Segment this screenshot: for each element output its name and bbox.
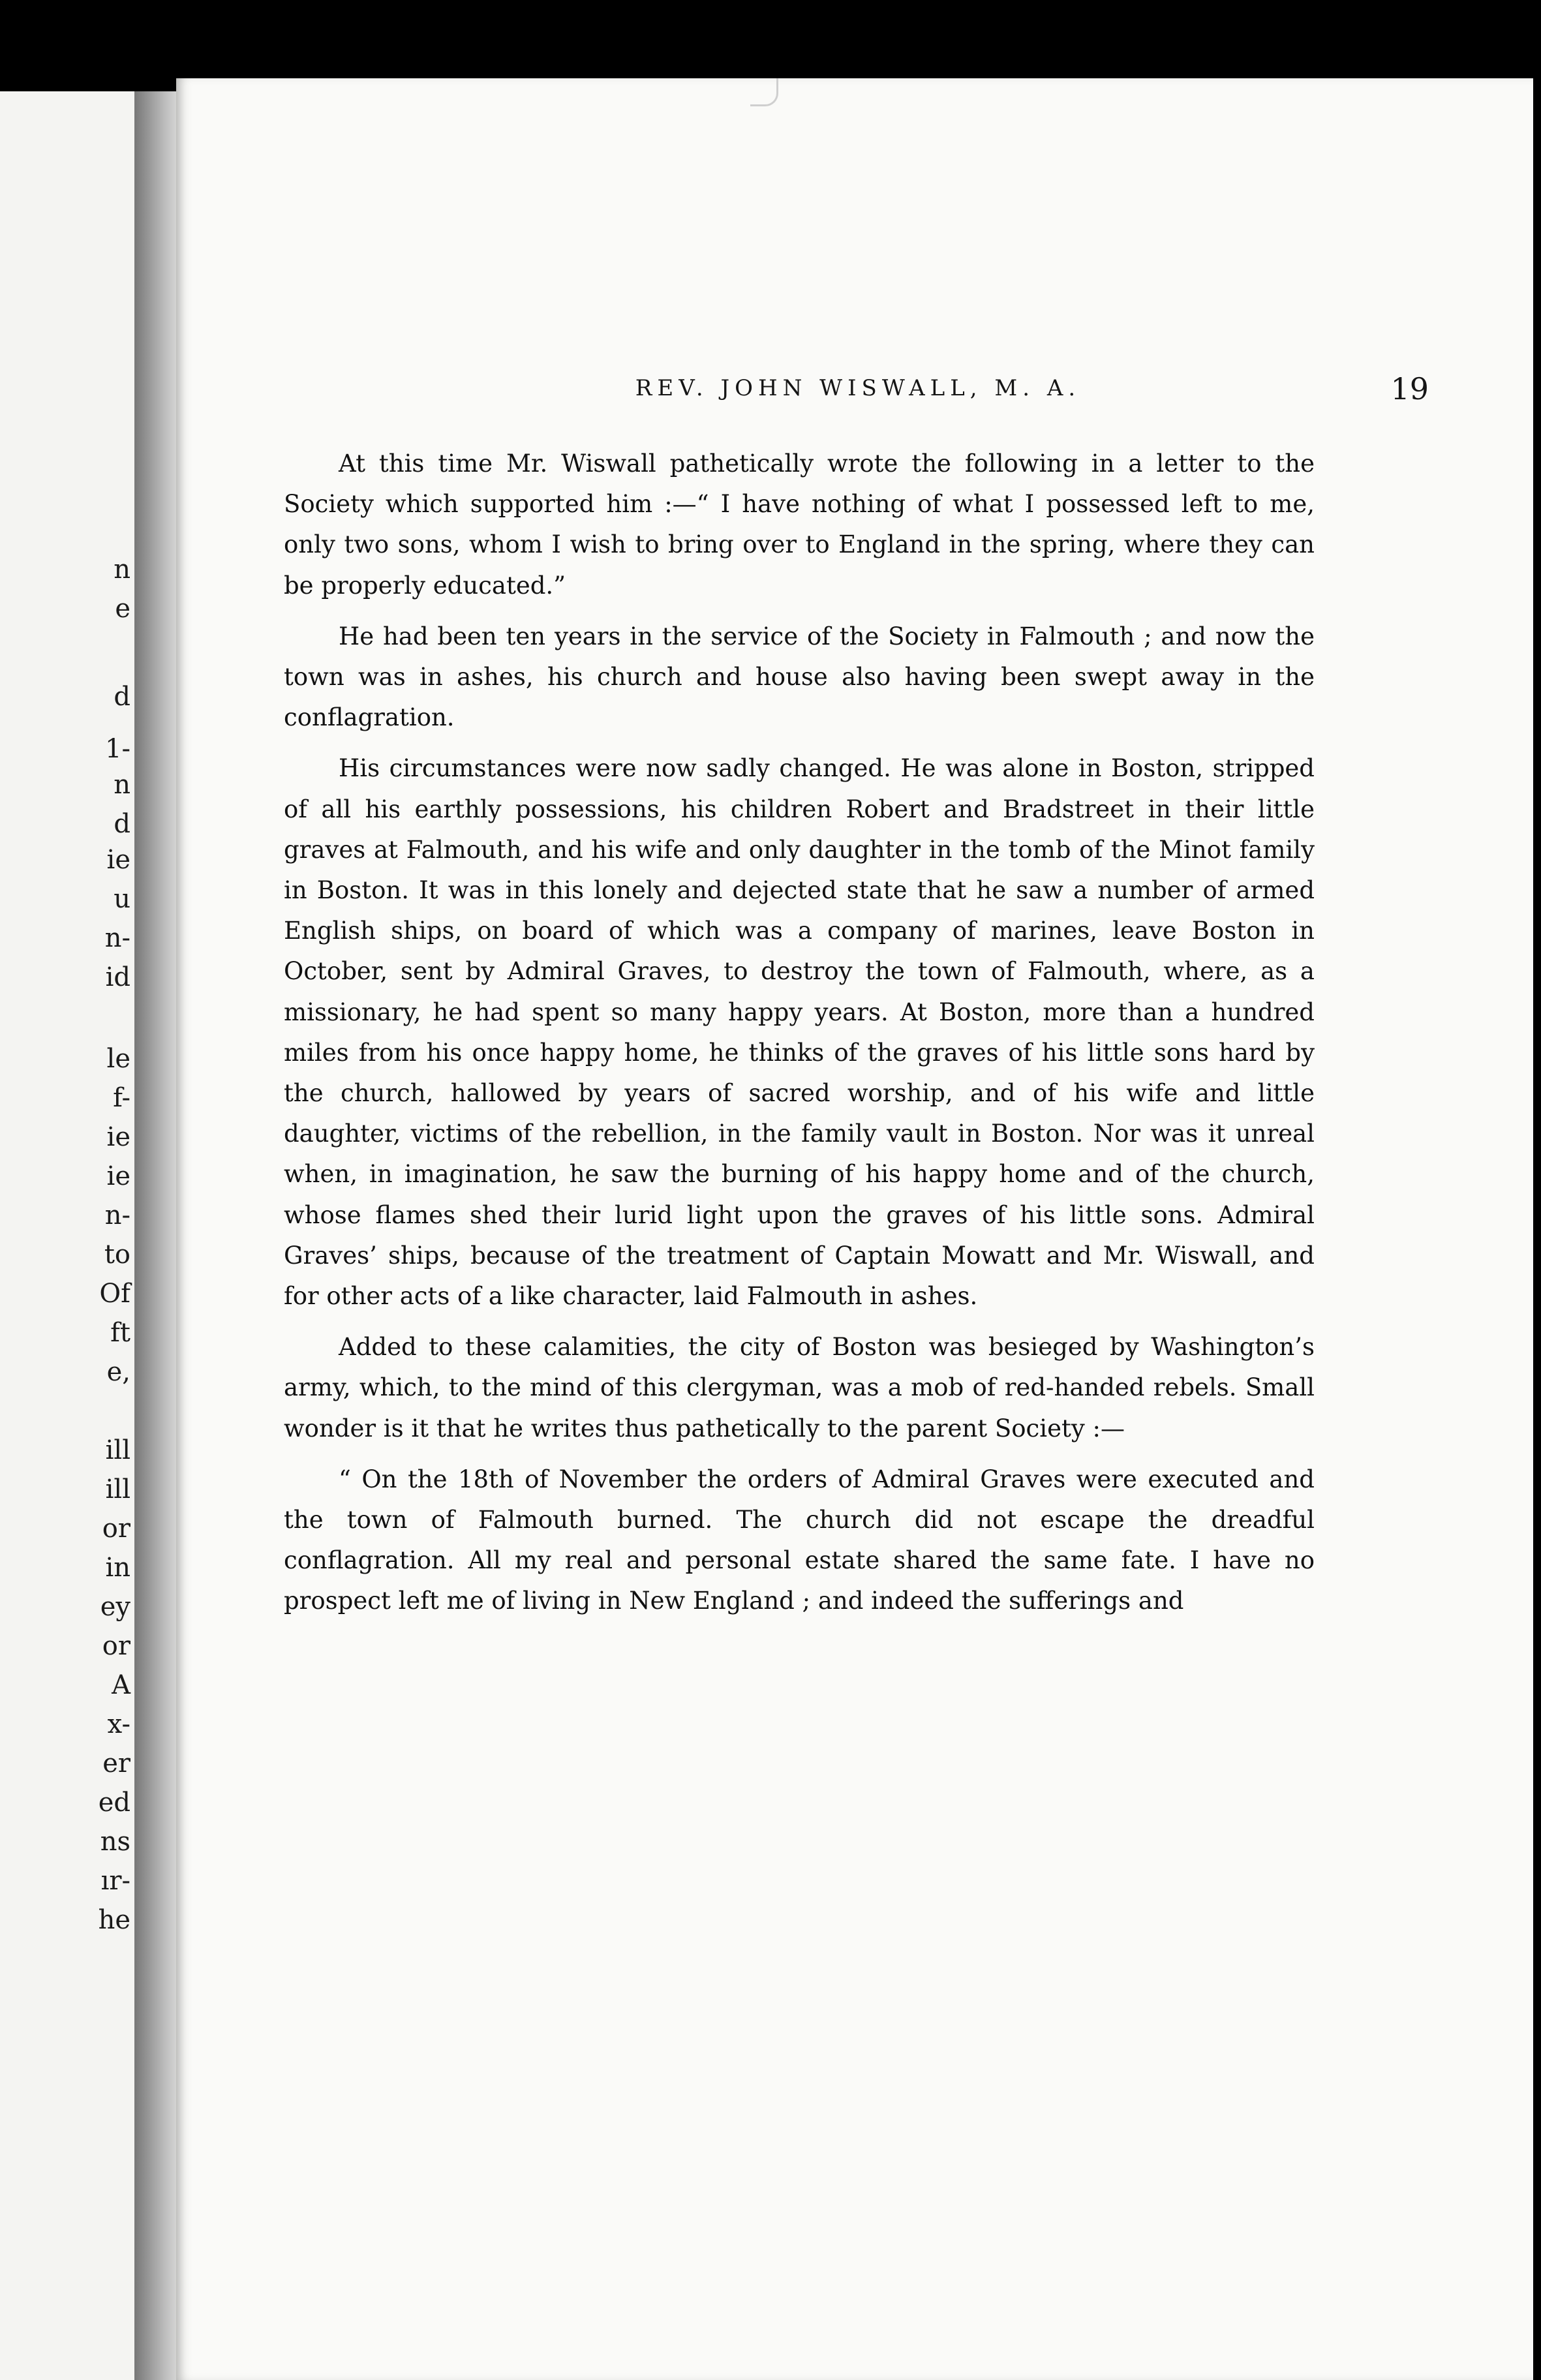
facing-page-fragment: or <box>102 1631 130 1661</box>
facing-page-fragment: n <box>114 770 130 800</box>
facing-page-fragment: le <box>106 1044 130 1074</box>
facing-page-fragment: e, <box>106 1357 130 1387</box>
facing-page-fragment: id <box>105 962 130 992</box>
page-number: 19 <box>1390 371 1429 406</box>
facing-page-fragment: A <box>112 1670 130 1700</box>
facing-page-edge <box>0 91 147 2380</box>
paragraph: Added to these calamities, the city of Boston was besieged by Washington’s army, which, to the mind of this clergyman, was a mob of red-handed rebels. Small wonder is it that he writes thus pathetically to the parent Society :— <box>284 1333 1315 1442</box>
facing-page-fragment: d <box>114 682 130 712</box>
facing-page-fragment: n- <box>104 1200 130 1230</box>
paragraph: “ On the 18th of November the orders of Admiral Graves were executed and the town of Falmouth burned. The church did not escape the dreadful conflagration. All my real and personal estate shared the same fate. I have no prospect left me of living in New England ; and indeed the sufferings and <box>284 1465 1315 1615</box>
facing-page-fragment: ie <box>106 1161 130 1191</box>
paragraph: At this time Mr. Wiswall pathetically wrote the following in a letter to the Society which supported him :—“ I have nothing of what I possessed left to me, only two sons, whom I wish to bring over to England in the spring, where they can be properly educated.” <box>284 450 1315 600</box>
running-head <box>287 371 1429 421</box>
facing-page-fragment: 1- <box>105 734 130 764</box>
facing-page-fragment: to <box>104 1240 130 1270</box>
facing-page-fragment: f- <box>113 1083 130 1113</box>
facing-page-fragment: ed <box>98 1788 130 1818</box>
facing-page-fragment: ns <box>100 1827 130 1857</box>
page-top-mark <box>750 78 778 106</box>
facing-page-fragment: ie <box>106 1122 130 1152</box>
facing-page-fragment: x- <box>107 1709 130 1739</box>
facing-page-fragment: d <box>114 809 130 839</box>
facing-page-fragment: ill <box>105 1435 130 1465</box>
facing-page-fragment: in <box>105 1553 130 1583</box>
facing-page-fragment: ie <box>106 845 130 875</box>
facing-page-fragment: Of <box>99 1279 130 1309</box>
facing-page-fragment: n- <box>104 923 130 953</box>
facing-page-fragment: ır- <box>100 1866 130 1896</box>
facing-page-fragment: n <box>114 555 130 585</box>
facing-page-fragment: or <box>102 1514 130 1544</box>
facing-page-fragment: e <box>115 594 130 624</box>
body-text <box>284 444 1315 1632</box>
facing-page-fragment: ill <box>105 1474 130 1504</box>
paragraph: His circumstances were now sadly changed. He was alone in Boston, stripped of all his earthly possessions, his children Robert and Bradstreet in their little graves at Falmouth, and his wife and only daughter in the tomb of the Minot family in Boston. It was in this lonely and dejected state that he saw a number of armed English ships, on board of which was a company of marines, leave Boston in October, sent by Admiral Graves, to destroy the town of Falmouth, where, as a missionary, he had spent so many happy years. At Boston, more than a hundred miles from his once happy home, he thinks of the graves of his little sons hard by the church, hallowed by years of sacred worship, and of his wife and little daughter, victims of the rebellion, in the family vault in Boston. Nor was it unreal when, in imagination, he saw the burning of his happy home and of the church, whose flames shed their lurid light upon the graves of his little sons. Admiral Graves’ ships, because of the treatment of Captain Mowatt and Mr. Wiswall, and for other acts of a like character, laid Falmouth in ashes. <box>284 754 1315 1311</box>
facing-page-fragment: ft <box>110 1318 130 1348</box>
book-page <box>176 78 1533 2380</box>
paragraph: He had been ten years in the service of the Society in Falmouth ; and now the town was in ashes, his church and house also having been swept away in the conflagration. <box>284 622 1315 732</box>
facing-page-fragment: u <box>114 884 130 914</box>
facing-page-fragment: he <box>98 1905 130 1935</box>
facing-page-fragment: ey <box>100 1592 130 1622</box>
facing-page-fragment: er <box>102 1748 130 1778</box>
running-title: REV. JOHN WISWALL, M. A. <box>635 375 1081 401</box>
